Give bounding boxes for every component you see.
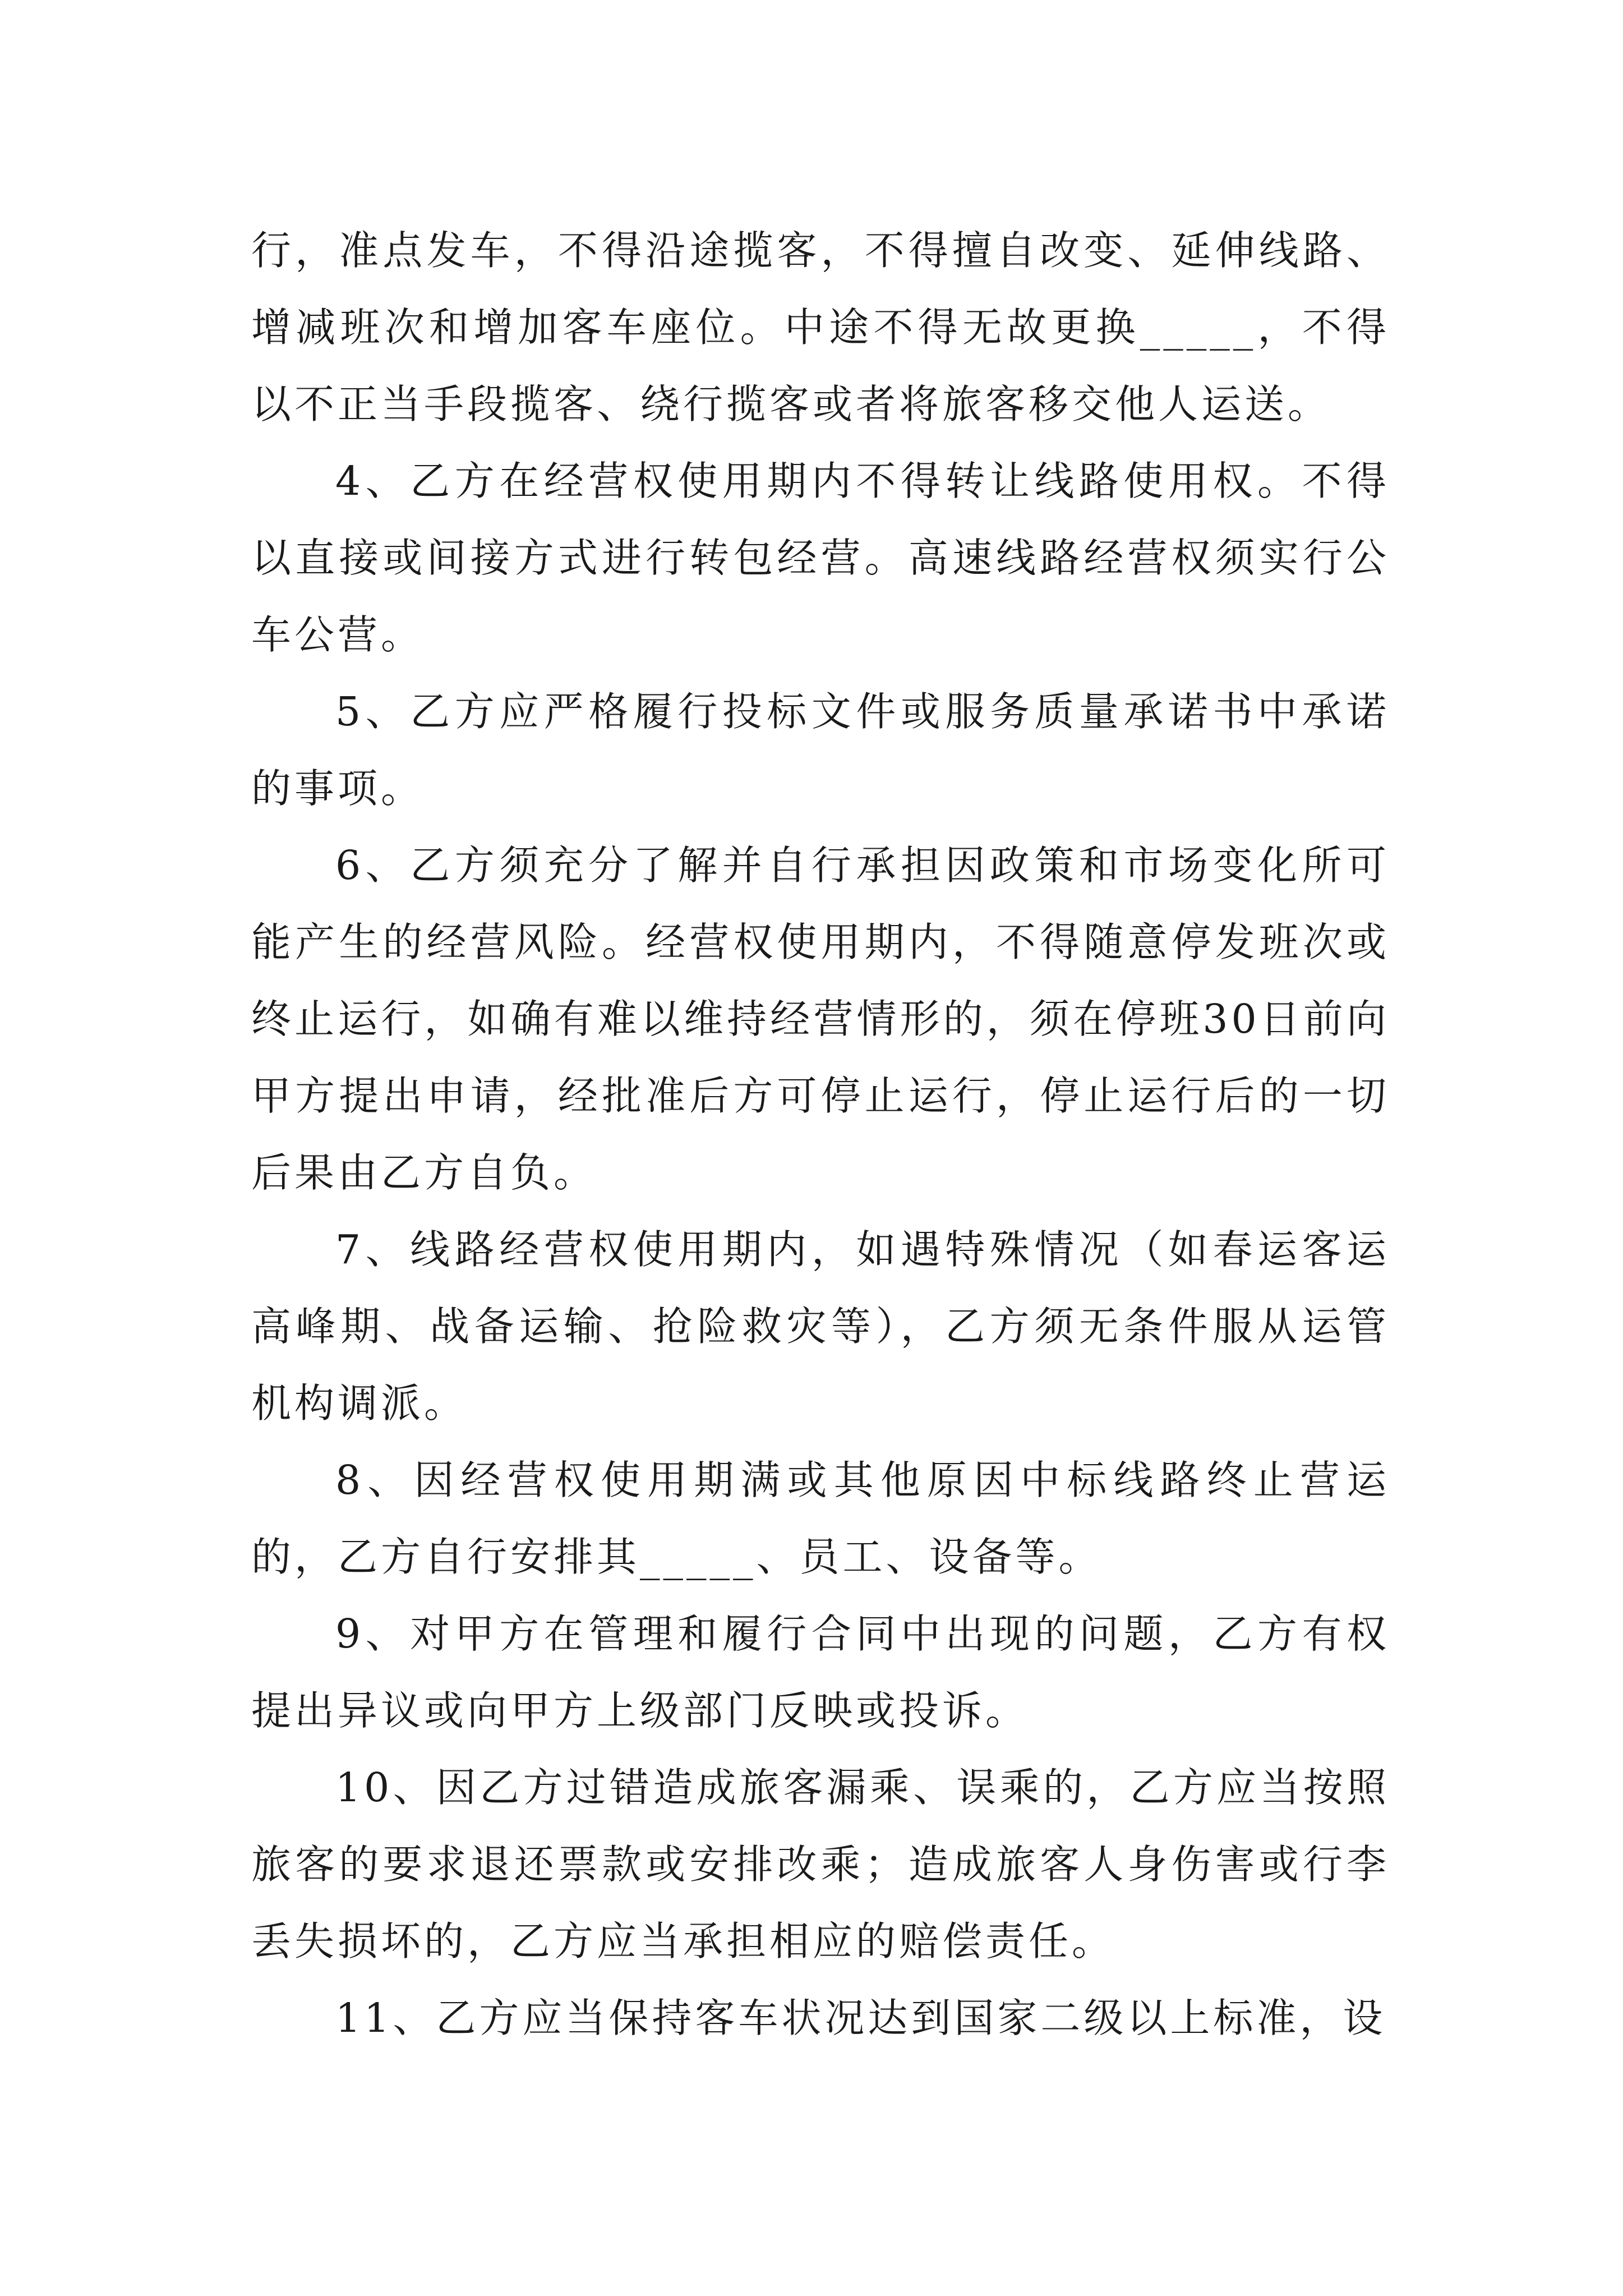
document-body xyxy=(251,212,1390,2056)
paragraph-clause-8: 8、因经营权使用期满或其他原因中标线路终止营运的，乙方自行安排其_____、员工、设备等。 xyxy=(251,1457,1390,1580)
paragraph-clause-5: 5、乙方应严格履行投标文件或服务质量承诺书中承诺的事项。 xyxy=(251,688,1390,812)
paragraph-clause-7: 7、线路经营权使用期内，如遇特殊情况（如春运客运高峰期、战备运输、抢险救灾等），乙方须无条件服从运管机构调派。 xyxy=(251,1226,1390,1427)
paragraph-clause-6: 6、乙方须充分了解并自行承担因政策和市场变化所可能产生的经营风险。经营权使用期内，不得随意停发班次或终止运行，如确有难以维持经营情形的，须在停班30日前向甲方提出申请，经批准后方可停止运行，停止运行后的一切后果由乙方自负。 xyxy=(251,842,1390,1196)
paragraph-clause-11: 11、乙方应当保持客车状况达到国家二级以上标准，设 xyxy=(335,1995,1386,2041)
paragraph-clause-4: 4、乙方在经营权使用期内不得转让线路使用权。不得以直接或间接方式进行转包经营。高速线路经营权须实行公车公营。 xyxy=(251,458,1390,658)
paragraph-clause-10: 10、因乙方过错造成旅客漏乘、误乘的，乙方应当按照旅客的要求退还票款或安排改乘；造成旅客人身伤害或行李丢失损坏的，乙方应当承担相应的赔偿责任。 xyxy=(251,1764,1390,1964)
paragraph-continuation: 行，准点发车，不得沿途揽客，不得擅自改变、延伸线路、增减班次和增加客车座位。中途不得无故更换_____，不得以不正当手段揽客、绕行揽客或者将旅客移交他人运送。 xyxy=(251,227,1390,427)
paragraph-clause-9: 9、对甲方在管理和履行合同中出现的问题，乙方有权提出异议或向甲方上级部门反映或投诉。 xyxy=(251,1611,1390,1734)
